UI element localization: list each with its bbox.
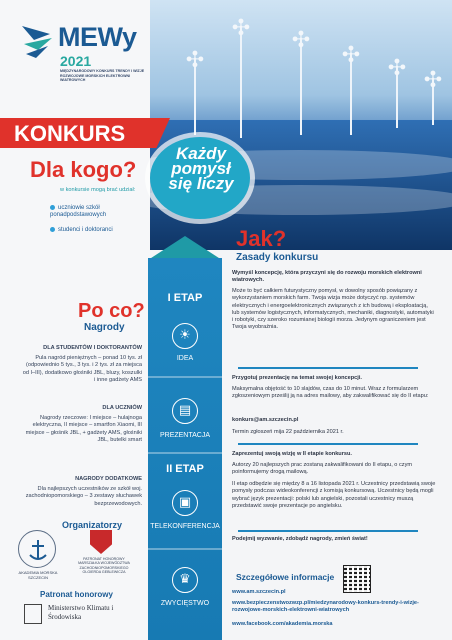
stage-divider [148, 548, 222, 550]
turbine-rotor-icon: ✣ [387, 56, 407, 81]
akademia-morska-logo [18, 530, 56, 568]
contact-email[interactable]: konkurs@am.szczecin.pl [232, 417, 299, 423]
anchor-icon [19, 531, 57, 569]
turbine-icon [240, 28, 242, 138]
logo-year: 2021 [60, 53, 92, 69]
turbine-logo-icon [18, 20, 56, 60]
ministry-name: Ministerstwo Klimatu i Środowiska [48, 604, 114, 621]
patron-heading: Patronat honorowy [40, 590, 113, 599]
organizers-heading: Organizatorzy [62, 520, 123, 530]
prize-group-text: Dla najlepszych uczestników ze szkół woj. zachodniopomorskiego – 3 zestawy słuchawek bezprzewodowych. [25, 486, 142, 507]
turbine-rotor-icon: ✣ [185, 48, 205, 73]
logo-name: MEWy [58, 22, 137, 52]
turbine-icon [300, 40, 302, 135]
info-link[interactable]: www.facebook.com/akademia.morska [232, 621, 333, 627]
turbine-rotor-icon: ✣ [291, 28, 311, 53]
ministry-emblem-icon [24, 604, 42, 624]
info-heading: Szczegółowe informacje [236, 572, 335, 582]
stage-label: IDEA [176, 355, 194, 362]
prize-group-text: Pula nagród pieniężnych – ponad 10 tys. zł (odpowiednio 5 tys., 3 tys. i 2 tys. zł za miejsca od I–III), dodatkowo głośniki JBL, bluzy, koszulki i inne gadżety AMS [22, 355, 142, 384]
konkurs-title: KONKURS [14, 121, 126, 146]
lightbulb-icon: ☀ [172, 323, 198, 349]
turbine-rotor-icon: ✣ [423, 68, 443, 93]
turbine-rotor-icon: ✣ [341, 43, 361, 68]
po-co-heading: Po co? [78, 300, 145, 322]
mewy-logo [18, 20, 148, 100]
presentation-icon: ▤ [172, 398, 198, 424]
slogan-text: Każdy pomysł się liczy [168, 144, 234, 193]
stage-divider [148, 376, 222, 378]
prize-group-text: Nagrody rzeczowe: I miejsce – hulajnoga elektryczna, II miejsce – smartfon Xiaomi, III miejsce – głośnik JBL, + gadżety AMS, głośniki JBL, butelki smart [25, 415, 142, 444]
stage-divider [148, 452, 222, 454]
dla-kogo-item: uczniowie szkół ponadpodstawowych [50, 205, 142, 220]
info-link[interactable]: www.bezpieczenstwozwzp.pl/miedzynarodowy-konkurs-trendy-i-wizje-rozwojowe-morskich-elektrowni-wiatrowych [232, 600, 419, 614]
akademia-morska-label: AKADEMIA MORSKA SZCZECIN [18, 570, 58, 580]
stage-label: PREZENTACJA [159, 432, 211, 439]
dla-kogo-intro: w konkursie mogą brać udział: [60, 187, 136, 193]
stage-etap: I ETAP [167, 292, 203, 304]
closing-text: Podejmij wyzwanie, zdobądź nagrody, zmień świat! [232, 536, 368, 542]
prep-body: Maksymalna objętość to 10 slajdów, czas do 10 minut. Wraz z formularzem zgłoszeniowym prześlij ją na adres mailowy, aby zakwalifikować się do II etapu: [232, 386, 429, 400]
turbine-rotor-icon: ✣ [231, 16, 251, 41]
present-body-2: II etap odbędzie się między 8 a 16 listopada 2021 r. Uczestnicy przedstawią swoje pomysły podczas wideokonferencji z komisją konkursową. Uczestnicy będą mogli wybrać język prezentacji: polski lub angielski, pozostali uczestnicy muszą przedstawić swoje prezentacje po angielsku. [232, 481, 436, 509]
section-divider [238, 367, 418, 369]
present-title: Zaprezentuj swoją wizję w II etapie konkursu. [232, 451, 352, 457]
info-link[interactable]: www.am.szczecin.pl [232, 589, 286, 595]
prize-group-title: DLA UCZNIÓW [102, 405, 142, 411]
logo-subtitle: MIĘDZYNARODOWY KONKURS TRENDY I WIZJE ROZWOJOWE MORSKICH ELEKTROWNI WIATROWYCH [60, 69, 145, 82]
stage-label: ZWYCIĘSTWO [160, 600, 210, 607]
present-body: Autorzy 20 najlepszych prac zostaną zakwalifikowani do II etapu, o czym poinformujemy drogą mailową. [232, 462, 413, 476]
section-divider [238, 443, 418, 445]
zasady-heading: Zasady konkursu [236, 252, 319, 263]
section-divider [238, 530, 418, 532]
rules-body: Może to być całkiem futurystyczny pomysł, w dowolny sposób powiązany z wykorzystaniem morskich farm. Twoja wizja może dotyczyć np. systemów elektrycznych i energoelektronicznych związanych z ich budową i eksploatacją, lub systemów logistycznych, informatycznych, mechaniki, diagnostyki, automatyki i robotyki, czy szeroko rozumianej biologii morza. Jedynym ograniczeniem jest Twoja wyobraźnia. [232, 288, 434, 331]
prep-title: Przygotuj prezentację na temat swojej koncepcji. [232, 375, 362, 381]
stage-etap: II ETAP [166, 463, 204, 475]
prize-group-title: DLA STUDENTÓW I DOKTORANTÓW [43, 345, 142, 351]
dla-kogo-item: studenci i doktoranci [50, 227, 142, 234]
jak-heading: Jak? [236, 226, 287, 251]
video-conference-icon: ▣ [172, 490, 198, 516]
prize-group-title: NAGRODY DODATKOWE [75, 476, 142, 482]
deadline-text: Termin zgłoszeń mija 22 października 2021 r. [232, 429, 344, 435]
rules-lead: Wymyśl koncepcję, która przyczyni się do rozwoju morskich elektrowni wiatrowych. [232, 270, 422, 284]
nagrody-heading: Nagrody [84, 322, 125, 333]
stage-label: TELEKONFERENCJA [150, 523, 220, 530]
voivodeship-label: PATRONAT HONOROWY MARSZAŁKA WOJEWÓDZTWA ZACHODNIOPOMORSKIEGO OLGIERDA GEBLEWICZA [78, 557, 130, 575]
trophy-icon: ♛ [172, 567, 198, 593]
dla-kogo-heading: Dla kogo? [30, 157, 137, 182]
